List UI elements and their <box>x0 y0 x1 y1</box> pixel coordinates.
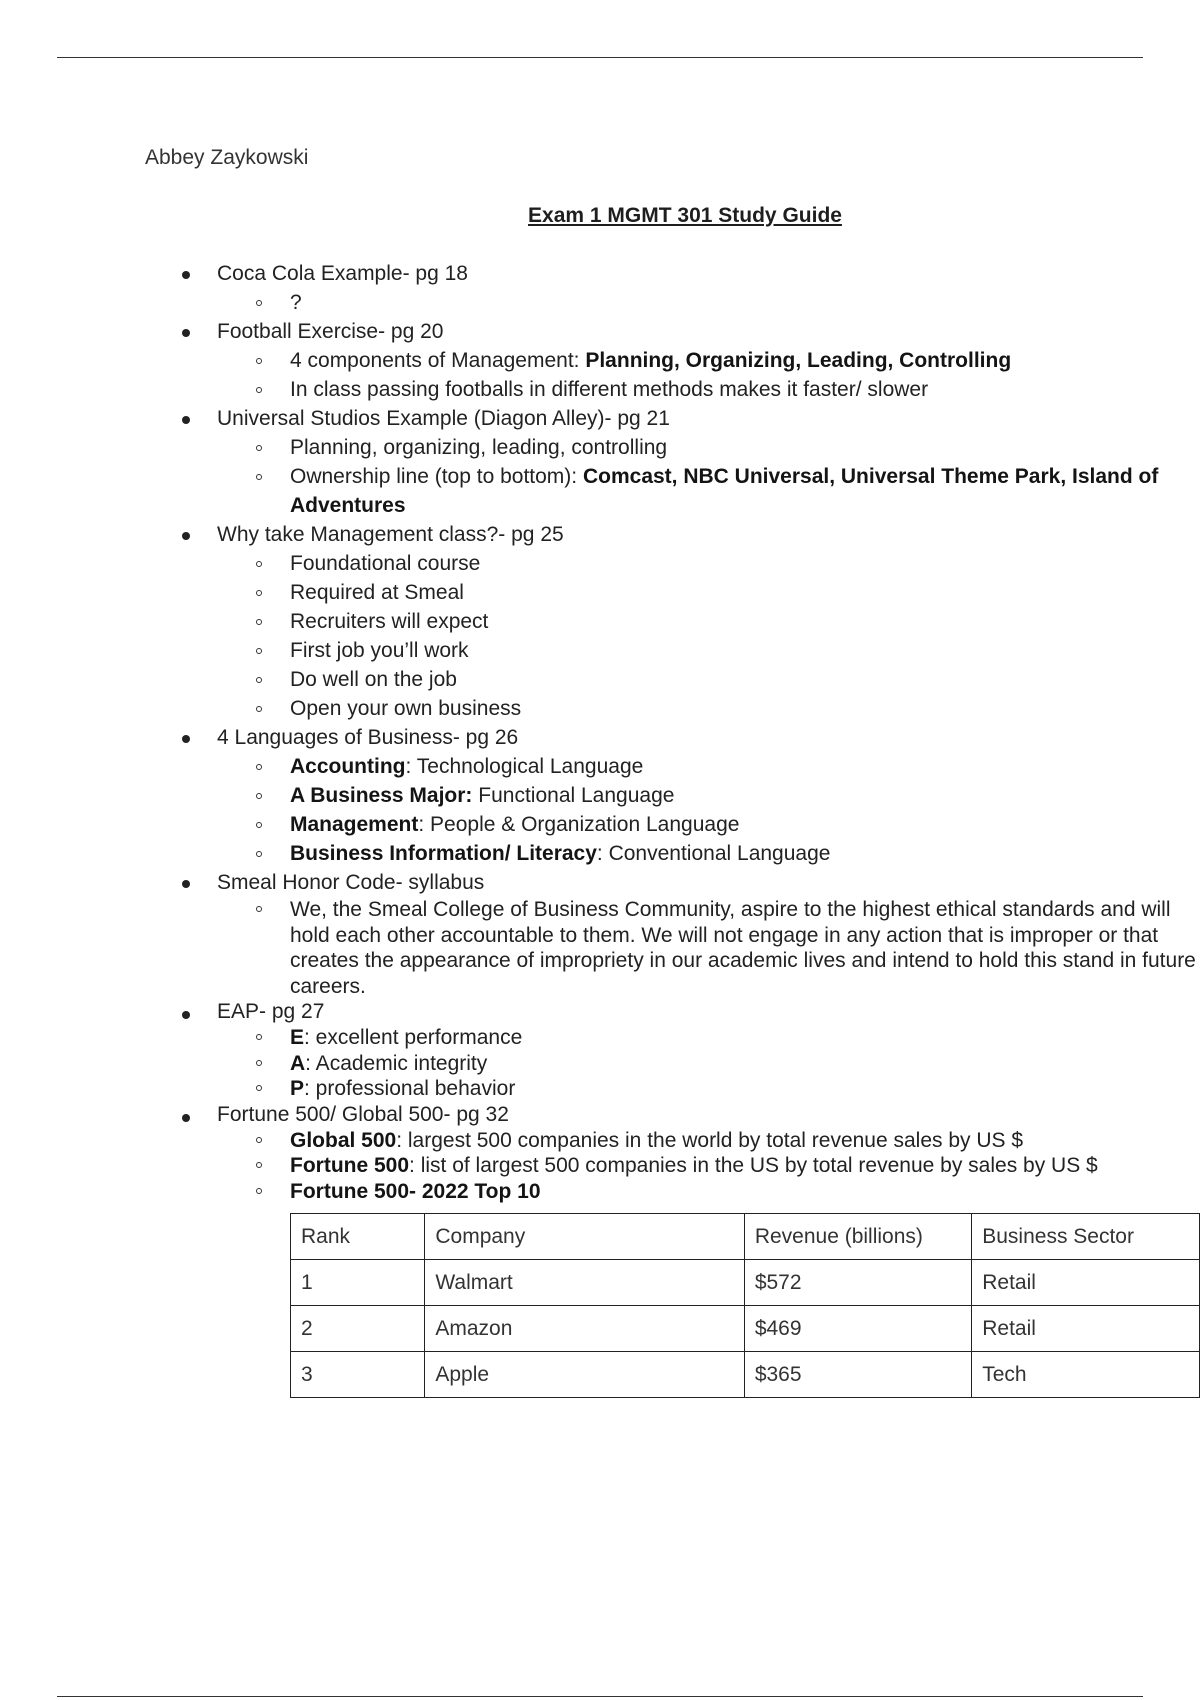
list-item: A: Academic integrity <box>0 1051 1200 1077</box>
table-cell: Walmart <box>425 1260 744 1306</box>
list-item: Do well on the job <box>0 665 1200 694</box>
section-heading: Fortune 500/ Global 500- pg 32 <box>0 1102 1200 1128</box>
hollow-bullet-icon <box>256 387 262 393</box>
table-cell: $365 <box>744 1352 971 1398</box>
hollow-bullet-icon <box>256 358 262 364</box>
hollow-bullet-icon <box>256 764 262 770</box>
table-cell: 3 <box>291 1352 425 1398</box>
filled-bullet-icon <box>182 271 190 279</box>
list-item: Planning, organizing, leading, controlling <box>0 433 1200 462</box>
table-header-cell: Revenue (billions) <box>744 1214 971 1260</box>
list-item: Open your own business <box>0 694 1200 723</box>
hollow-bullet-icon <box>256 1060 262 1066</box>
honor-code-text: We, the Smeal College of Business Community, aspire to the highest ethical standards and will hold each other accountable to them. We will not engage in any action that is improper or that creates the appearance of impropriety in our academic lives and intend to hold this stand in future careers. <box>0 897 1200 999</box>
study-guide-outline <box>0 259 1200 1204</box>
hollow-bullet-icon <box>256 1137 262 1143</box>
table-row <box>291 1352 1200 1398</box>
list-item: Management: People & Organization Language <box>0 810 1200 839</box>
list-item: In class passing footballs in different methods makes it faster/ slower <box>0 375 1200 404</box>
table-cell: 2 <box>291 1306 425 1352</box>
hollow-bullet-icon <box>256 300 262 306</box>
table-cell: 1 <box>291 1260 425 1306</box>
table-header-row <box>291 1214 1200 1260</box>
table-cell: Retail <box>972 1306 1200 1352</box>
hollow-bullet-icon <box>256 445 262 451</box>
list-item: Accounting: Technological Language <box>0 752 1200 781</box>
table-row <box>291 1260 1200 1306</box>
hollow-bullet-icon <box>256 648 262 654</box>
hollow-bullet-icon <box>256 677 262 683</box>
section-heading: Football Exercise- pg 20 <box>0 317 1200 346</box>
list-item: Recruiters will expect <box>0 607 1200 636</box>
list-item: Foundational course <box>0 549 1200 578</box>
hollow-bullet-icon <box>256 906 262 912</box>
list-item: Ownership line (top to bottom): Comcast, NBC Universal, Universal Theme Park, Island of Adventures <box>0 462 1200 520</box>
table-cell: Retail <box>972 1260 1200 1306</box>
table-header-cell: Business Sector <box>972 1214 1200 1260</box>
list-item: E: excellent performance <box>0 1025 1200 1051</box>
filled-bullet-icon <box>182 532 190 540</box>
filled-bullet-icon <box>182 416 190 424</box>
table-header-cell: Company <box>425 1214 744 1260</box>
section-heading: Coca Cola Example- pg 18 <box>0 259 1200 288</box>
table-row <box>291 1306 1200 1352</box>
hollow-bullet-icon <box>256 619 262 625</box>
hollow-bullet-icon <box>256 1188 262 1194</box>
list-item: Fortune 500: list of largest 500 companies in the US by total revenue by sales by US $ <box>0 1153 1200 1179</box>
page-title: Exam 1 MGMT 301 Study Guide <box>528 204 842 227</box>
list-item: 4 components of Management: Planning, Organizing, Leading, Controlling <box>0 346 1200 375</box>
hollow-bullet-icon <box>256 706 262 712</box>
list-item: ? <box>0 288 1200 317</box>
list-item: Business Information/ Literacy: Conventional Language <box>0 839 1200 868</box>
hollow-bullet-icon <box>256 851 262 857</box>
list-item: Global 500: largest 500 companies in the world by total revenue sales by US $ <box>0 1128 1200 1154</box>
hollow-bullet-icon <box>256 822 262 828</box>
section-heading: 4 Languages of Business- pg 26 <box>0 723 1200 752</box>
hollow-bullet-icon <box>256 474 262 480</box>
filled-bullet-icon <box>182 1011 190 1019</box>
list-item: First job you’ll work <box>0 636 1200 665</box>
list-item: P: professional behavior <box>0 1076 1200 1102</box>
hollow-bullet-icon <box>256 793 262 799</box>
fortune-500-table <box>290 1213 1200 1398</box>
list-item: Fortune 500- 2022 Top 10 <box>0 1179 1200 1205</box>
table-cell: Tech <box>972 1352 1200 1398</box>
author-name: Abbey Zaykowski <box>145 146 309 169</box>
hollow-bullet-icon <box>256 561 262 567</box>
table-cell: Amazon <box>425 1306 744 1352</box>
table-cell: Apple <box>425 1352 744 1398</box>
list-item: A Business Major: Functional Language <box>0 781 1200 810</box>
hollow-bullet-icon <box>256 1034 262 1040</box>
hollow-bullet-icon <box>256 1085 262 1091</box>
section-heading: Why take Management class?- pg 25 <box>0 520 1200 549</box>
section-heading: Universal Studios Example (Diagon Alley)- pg 21 <box>0 404 1200 433</box>
hollow-bullet-icon <box>256 590 262 596</box>
section-heading: Smeal Honor Code- syllabus <box>0 868 1200 897</box>
page-bottom-rule <box>57 1696 1143 1697</box>
filled-bullet-icon <box>182 329 190 337</box>
table-cell: $469 <box>744 1306 971 1352</box>
hollow-bullet-icon <box>256 1162 262 1168</box>
filled-bullet-icon <box>182 880 190 888</box>
page-top-rule <box>57 57 1143 58</box>
filled-bullet-icon <box>182 1114 190 1122</box>
section-heading: EAP- pg 27 <box>0 999 1200 1025</box>
table-cell: $572 <box>744 1260 971 1306</box>
table-header-cell: Rank <box>291 1214 425 1260</box>
list-item: Required at Smeal <box>0 578 1200 607</box>
filled-bullet-icon <box>182 735 190 743</box>
